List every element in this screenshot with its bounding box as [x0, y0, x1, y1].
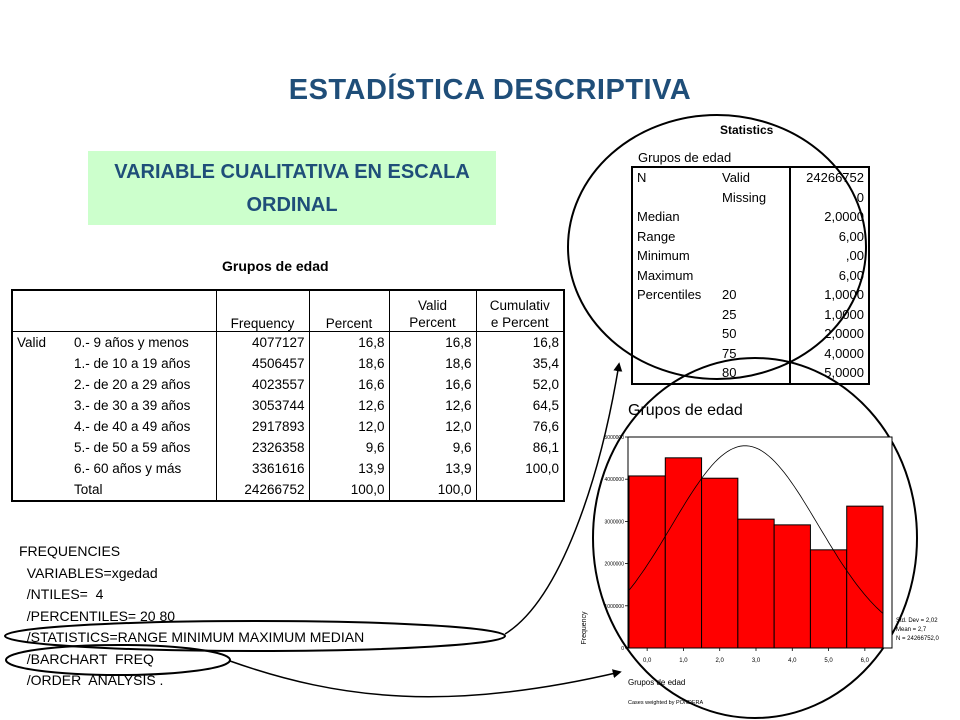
- statistics-value: 4,0000: [790, 344, 869, 364]
- cell-valid-percent: 16,6: [389, 374, 476, 395]
- cell-frequency: 3361616: [216, 458, 309, 479]
- statistics-value: 0: [790, 188, 869, 208]
- syntax-line: /STATISTICS=RANGE MINIMUM MAXIMUM MEDIAN: [19, 629, 365, 645]
- statistics-sublabel: 75: [722, 345, 737, 361]
- x-tick-label: 0,0: [642, 658, 652, 664]
- row-label: 0.- 9 años y menos: [70, 332, 216, 354]
- x-tick-label: 2,0: [715, 658, 724, 664]
- subtitle-line-2: ORDINAL: [246, 194, 338, 216]
- row-label: 5.- de 50 a 59 años: [74, 440, 191, 455]
- cell-percent: 13,9: [309, 458, 389, 479]
- subtitle-line-1: VARIABLE CUALITATIVA EN ESCALA: [114, 161, 470, 183]
- statistics-value: 2,0000: [790, 324, 869, 344]
- statistics-sublabel: 80: [718, 363, 790, 384]
- statistics-value: 1,0000: [790, 285, 869, 305]
- row-label: 1.- de 10 a 19 años: [74, 356, 191, 371]
- statistics-sublabel: 50: [722, 326, 737, 342]
- cell-cumulative-percent: 76,6: [476, 416, 564, 437]
- statistics-variable: Grupos de edad: [638, 150, 732, 165]
- statistics-label: Maximum: [632, 266, 718, 286]
- statistics-value: 6,00: [790, 227, 869, 247]
- statistics-label: Range: [632, 227, 718, 247]
- statistics-sublabel: Missing: [722, 189, 767, 205]
- x-tick-label: 1,0: [679, 658, 688, 664]
- statistics-sublabel: 20: [722, 287, 737, 303]
- cell-frequency: 4506457: [216, 353, 309, 374]
- syntax-line: /ORDER ANALYSIS .: [19, 672, 164, 688]
- statistics-sublabel: 25: [722, 306, 737, 322]
- statistics-highlight-circle: [568, 115, 866, 379]
- cell-valid-percent: 9,6: [389, 437, 476, 458]
- row-label: 4.- de 40 a 49 años: [74, 419, 191, 434]
- x-tick-label: 4,0: [788, 658, 797, 664]
- cell-cumulative-percent: 86,1: [476, 437, 564, 458]
- statistics-value: 2,0000: [790, 207, 869, 227]
- y-axis-label: Frequency: [581, 611, 588, 645]
- syntax-line: /NTILES= 4: [19, 586, 104, 602]
- histogram-bar: [738, 519, 774, 648]
- page-title: ESTADÍSTICA DESCRIPTIVA: [288, 74, 692, 106]
- legend-entry: Mean = 2,7: [896, 627, 927, 633]
- statistics-value: 5,0000: [790, 363, 869, 384]
- statistics-label: N: [632, 167, 718, 188]
- cell-frequency: 3053744: [216, 395, 309, 416]
- y-tick-label: 1000000: [604, 603, 624, 610]
- statistics-value: 1,0000: [790, 305, 869, 325]
- histogram-chart: [581, 435, 940, 706]
- cell-percent: 16,6: [309, 374, 389, 395]
- histogram-bar: [702, 478, 738, 648]
- x-axis-label: Grupos de edad: [628, 678, 686, 687]
- cell-cumulative-percent: 16,8: [476, 332, 564, 354]
- statistics-sublabel: Valid: [718, 167, 790, 188]
- header-cumulative-percent: Cumulativ e Percent: [476, 290, 564, 332]
- statistics-value: 24266752: [790, 167, 869, 188]
- cell-frequency: 24266752: [216, 479, 309, 501]
- cell-cumulative-percent: 52,0: [476, 374, 564, 395]
- cell-cumulative-percent: 35,4: [476, 353, 564, 374]
- statistics-value: ,00: [790, 246, 869, 266]
- cell-cumulative-percent: 64,5: [476, 395, 564, 416]
- cell-valid-percent: 12,0: [389, 416, 476, 437]
- cell-cumulative-percent: 100,0: [476, 458, 564, 479]
- cell-percent: 9,6: [309, 437, 389, 458]
- x-tick-label: 5,0: [824, 658, 833, 664]
- y-tick-label: 3000000: [604, 519, 624, 526]
- header-percent: Percent: [309, 290, 389, 332]
- cell-frequency: 2917893: [216, 416, 309, 437]
- cell-frequency: 4077127: [216, 332, 309, 354]
- cell-valid-percent: 12,6: [389, 395, 476, 416]
- cell-valid-percent: 18,6: [389, 353, 476, 374]
- chart-footnote: Cases weighted by PONDERA: [628, 700, 704, 706]
- cell-frequency: 4023557: [216, 374, 309, 395]
- cell-frequency: 2326358: [216, 437, 309, 458]
- statistics-label: Median: [632, 207, 718, 227]
- row-label: 2.- de 20 a 29 años: [74, 377, 191, 392]
- cell-percent: 16,8: [309, 332, 389, 354]
- chart-title: Grupos de edad: [628, 402, 743, 419]
- histogram-bar: [629, 476, 665, 648]
- row-label: Total: [70, 479, 216, 501]
- cell-valid-percent: 16,8: [389, 332, 476, 354]
- frequency-table-caption: Grupos de edad: [222, 258, 329, 274]
- x-tick-label: 6,0: [860, 658, 870, 664]
- statistics-label: Minimum: [632, 246, 718, 266]
- syntax-line: FREQUENCIES: [19, 543, 121, 559]
- row-label: 3.- de 30 a 39 años: [74, 398, 191, 413]
- y-tick-label: 2000000: [604, 561, 624, 568]
- syntax-line: VARIABLES=xgedad: [19, 564, 158, 581]
- y-tick-label: 5000000: [604, 435, 624, 441]
- arrow-to-chart: [230, 661, 620, 697]
- cell-percent: 100,0: [309, 479, 389, 501]
- histogram-bar: [847, 506, 883, 648]
- statistics-value: 6,00: [790, 266, 869, 286]
- histogram-bar: [774, 525, 810, 648]
- syntax-line: /PERCENTILES= 20 80: [19, 607, 176, 624]
- syntax-line: /BARCHART FREQ: [19, 650, 154, 667]
- statistics-label: Percentiles: [632, 285, 718, 305]
- legend-entry: N = 24266752,0: [896, 636, 939, 642]
- histogram-bar: [810, 550, 846, 648]
- legend-entry: Std. Dev = 2,02: [896, 618, 938, 624]
- cell-percent: 18,6: [309, 353, 389, 374]
- row-label: 6.- 60 años y más: [74, 461, 182, 476]
- row-group-label: Valid: [12, 332, 70, 354]
- x-tick-label: 3,0: [751, 658, 761, 664]
- cell-valid-percent: 100,0: [389, 479, 476, 501]
- cell-percent: 12,0: [309, 416, 389, 437]
- cell-valid-percent: 13,9: [389, 458, 476, 479]
- y-tick-label: 4000000: [604, 477, 624, 484]
- cell-percent: 12,6: [309, 395, 389, 416]
- header-valid-percent: Valid Percent: [389, 290, 476, 332]
- y-tick-label: 0: [621, 646, 624, 652]
- statistics-caption: Statistics: [720, 123, 774, 137]
- header-frequency: Frequency: [216, 290, 309, 332]
